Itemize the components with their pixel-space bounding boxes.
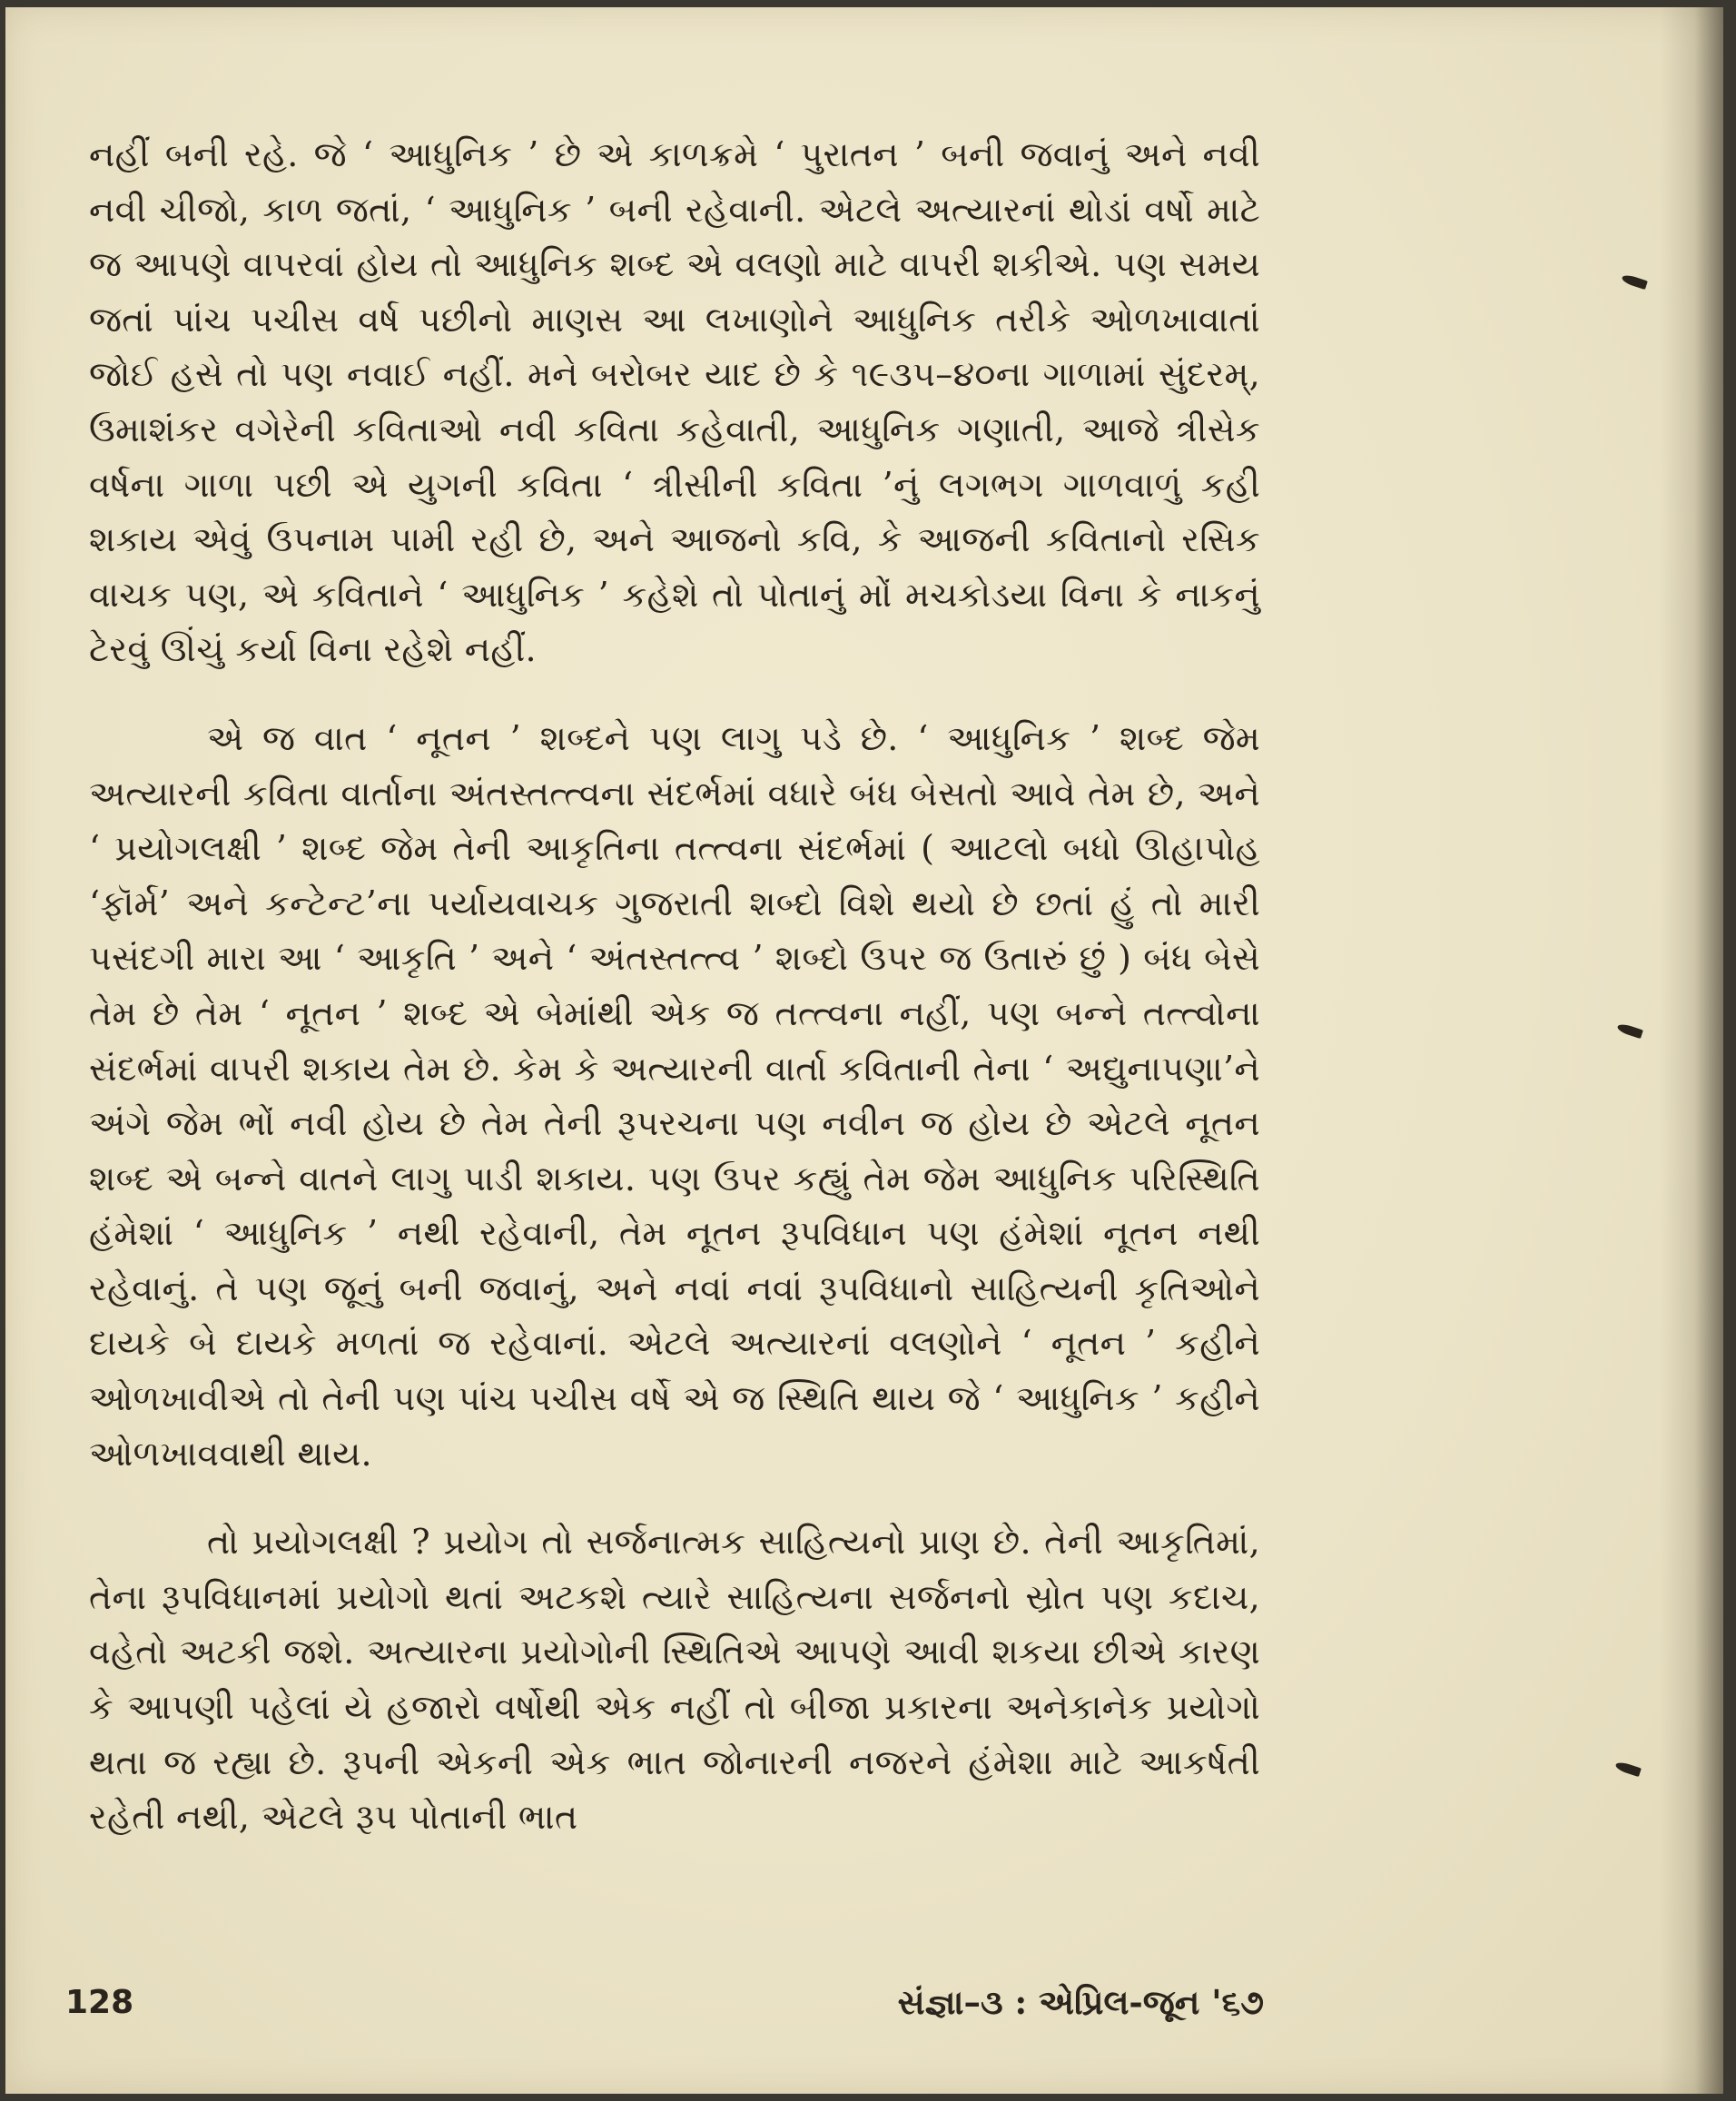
running-footer-title: સંજ્ઞા–૩ : એપ્રિલ-જૂન '૬૭	[897, 1981, 1264, 2022]
paragraph-2: એ જ વાત ‘ નૂતન ’ શબ્દને પણ લાગુ પડે છે. ‘ આધુનિક ’ શબ્દ જેમ અત્યારની કવિતા વાર્તાના અંતસ્તત્ત્વના સંદર્ભમાં વધારે બંધ બેસતો આવે તેમ છે, અને ‘ પ્રયોગલક્ષી ’ શબ્દ જેમ તેની આકૃતિના તત્ત્વના સંદર્ભમાં ( આટલો બધો ઊહાપોહ ‘ફૉર્મ’ અને કન્ટેન્ટ’ના પર્યાયવાચક ગુજરાતી શબ્દો વિશે થયો છે છતાં હું તો મારી પસંદગી મારા આ ‘ આકૃતિ ’ અને ‘ અંતસ્તત્ત્વ ’ શબ્દો ઉપર જ ઉતારું છું ) બંધ બેસે તેમ છે તેમ ‘ નૂતન ’ શબ્દ એ બેમાંથી એક જ તત્ત્વના નહીં, પણ બન્ને તત્ત્વોના સંદર્ભમાં વાપરી શકાય તેમ છે. કેમ કે અત્યારની વાર્તા કવિતાની તેના ‘ અદ્યુનાપણા’ને અંગે જેમ ભોં નવી હોય છે તેમ તેની રૂપરચના પણ નવીન જ હોય છે એટલે નૂતન શબ્દ એ બન્ને વાતને લાગુ પાડી શકાય. પણ ઉપર કહ્યું તેમ જેમ આધુનિક પરિસ્થિતિ હંમેશાં ‘ આધુનિક ’ નથી રહેવાની, તેમ નૂતન રૂપવિધાન પણ હંમેશાં નૂતન નથી રહેવાનું. તે પણ જૂનું બની જવાનું, અને નવાં નવાં રૂપવિધાનો સાહિત્યની કૃતિઓને દાયકે બે દાયકે મળતાં જ રહેવાનાં. એટલે અત્યારનાં વલણોને ‘ નૂતન ’ કહીને ઓળખાવીએ તો તેની પણ પાંચ પચીસ વર્ષે એ જ સ્થિતિ થાય જે ‘ આધુનિક ’ કહીને ઓળખાવવાથી થાય.	[89, 717, 1260, 1474]
page-footer	[65, 1975, 1264, 2029]
body-text	[89, 127, 1260, 1879]
page-number: 128	[65, 1983, 134, 2021]
binding-shadow	[1660, 7, 1723, 2094]
paragraph-3: તો પ્રયોગલક્ષી ? પ્રયોગ તો સર્જનાત્મક સાહિત્યનો પ્રાણ છે. તેની આકૃતિમાં, તેના રૂપવિધાનમાં પ્રયોગો થતાં અટકશે ત્યારે સાહિત્યના સર્જનનો સ્રોત પણ કદાચ, વહેતો અટકી જશે. અત્યારના પ્રયોગોની સ્થિતિએ આપણે આવી શકયા છીએ કારણ કે આપણી પહેલાં યે હજારો વર્ષોથી એક નહીં તો બીજા પ્રકારના અનેકાનેક પ્રયોગો થતા જ રહ્યા છે. રૂપની એકની એક ભાત જોનારની નજરને હંમેશા માટે આકર્ષતી રહેતી નથી, એટલે રૂપ પોતાની ભાત	[89, 1522, 1261, 1838]
paragraph-1: નહીં બની રહે. જે ‘ આધુનિક ’ છે એ કાળક્રમે ‘ પુરાતન ’ બની જવાનું અને નવી નવી ચીજો, કાળ જતાં, ‘ આધુનિક ’ બની રહેવાની. એટલે અત્યારનાં થોડાં વર્ષો માટે જ આપણે વાપરવાં હોય તો આધુનિક શબ્દ એ વલણો માટે વાપરી શકીએ. પણ સમય જતાં પાંચ પચીસ વર્ષ પછીનો માણસ આ લખાણોને આધુનિક તરીકે ઓળખાવાતાં જોઈ હસે તો પણ નવાઈ નહીં. મને બરોબર યાદ છે કે ૧૯૩૫–૪૦ના ગાળામાં સુંદરમ્, ઉમાશંકર વગેરેની કવિતાઓ નવી કવિતા કહેવાતી, આધુનિક ગણાતી, આજે ત્રીસેક વર્ષના ગાળા પછી એ યુગની કવિતા ‘ ત્રીસીની કવિતા ’નું લગભગ ગાળવાળું કહી શકાય એવું ઉપનામ પામી રહી છે, અને આજનો કવિ, કે આજની કવિતાનો રસિક વાચક પણ, એ કવિતાને ‘ આધુનિક ’ કહેશે તો પોતાનું મોં મચકોડયા વિના કે નાકનું ટેરવું ઊંચું કર્યા વિના રહેશે નહીં.	[89, 134, 1260, 670]
